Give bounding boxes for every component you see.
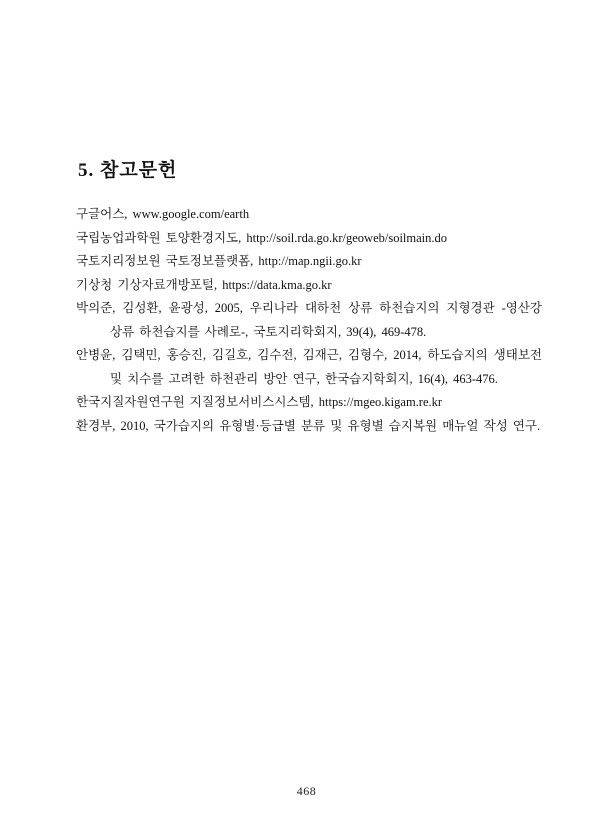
reference-entry: 박의준, 김성환, 윤광성, 2005, 우리나라 대하천 상류 하천습지의 지형경관 -영산강 상류 하천습지를 사례로-, 국토지리학회지, 39(4), 469-478. xyxy=(76,301,542,339)
page-number: 468 xyxy=(296,784,317,798)
reference-entry: 국립농업과학원 토양환경지도, http://soil.rda.go.kr/geoweb/soilmain.do xyxy=(76,230,448,245)
reference-entry: 국토지리정보원 국토정보플랫폼, http://map.ngii.go.kr xyxy=(76,254,362,268)
reference-entry: 한국지질자원연구원 지질정보서비스시스템, https://mgeo.kigam.re.kr xyxy=(76,395,443,409)
reference-list xyxy=(76,203,542,438)
reference-entry: 구글어스, www.google.com/earth xyxy=(76,207,250,221)
reference-entry: 기상청 기상자료개방포털, https://data.kma.go.kr xyxy=(76,277,332,292)
section-heading: 5. 참고문헌 xyxy=(78,160,178,181)
reference-entry: 환경부, 2010, 국가습지의 유형별·등급별 분류 및 유형별 습지복원 매뉴얼 작성 연구. xyxy=(76,418,541,433)
reference-entry: 안병윤, 김택민, 홍승진, 김길호, 김수전, 김재근, 김형수, 2014, 하도습지의 생태보전 및 치수를 고려한 하천관리 방안 연구, 한국습지학회지, 16(4), 463-476. xyxy=(76,348,542,386)
